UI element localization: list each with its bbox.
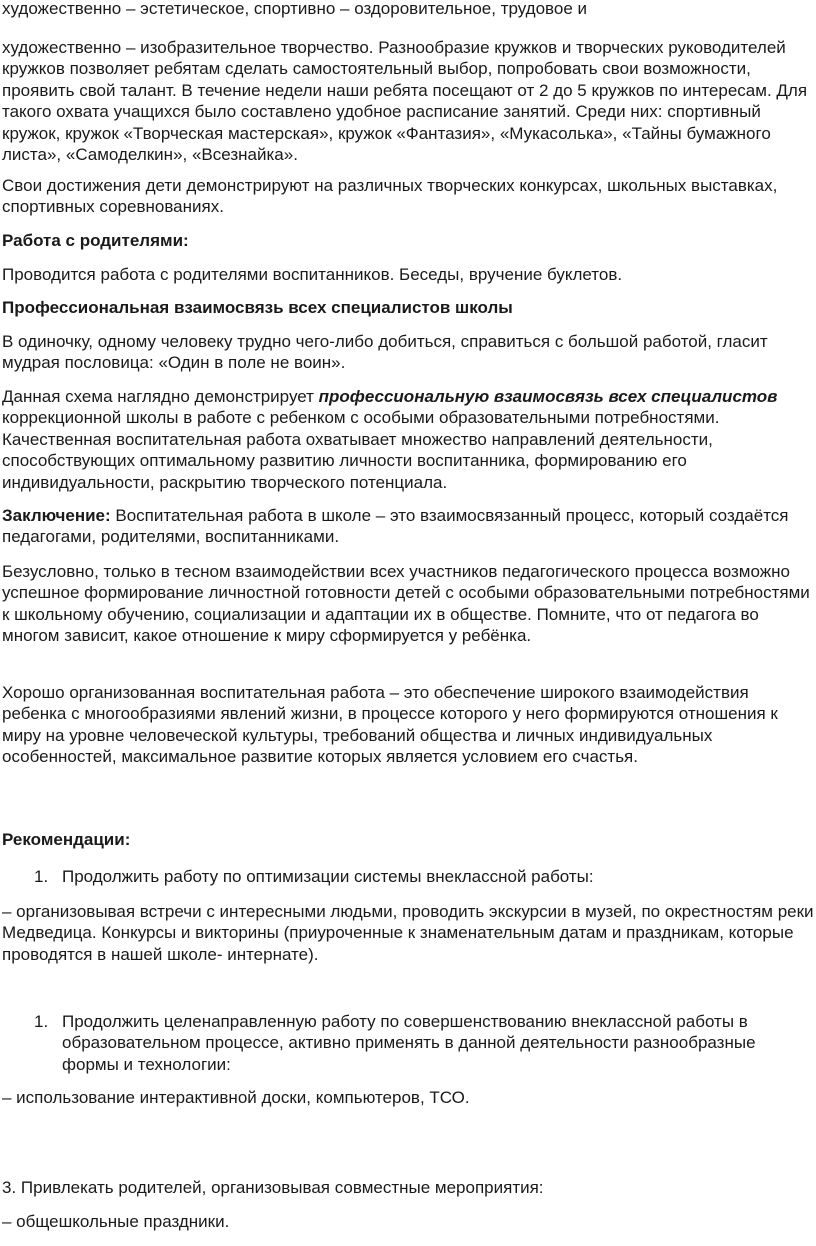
paragraph-achievements: Свои достижения дети демонстрируют на различных творческих конкурсах, школьных выставках, спортивных соревнованиях. <box>2 176 778 217</box>
paragraph-intro-fragment: художественно – эстетическое, спортивно – оздоровительное, трудовое и <box>2 0 588 18</box>
paragraph-technology: – использование интерактивной доски, компьютеров, ТСО. <box>2 1088 470 1107</box>
paragraph-parents: Проводится работа с родителями воспитанников. Беседы, вручение буклетов. <box>2 265 623 284</box>
paragraph-scheme <box>2 386 814 493</box>
paragraph-organized-work: Хорошо организованная воспитательная работа – это обеспечение широкого взаимодействия ребенка с многообразиями явлений жизни, в процессе которого у него формируются отношения к миру на уровне человеческой культуры, требований общества и личных индивидуальных особенностей, максимальное развитие которых является условием его счастья. <box>2 683 778 767</box>
paragraph-clubs: художественно – изобразительное творчество. Разнообразие кружков и творческих руководителей кружков позволяет ребятам сделать самостоятельный выбор, попробовать свои возможности, проявить свой талант. В течение недели наши ребята посещают от 2 до 5 кружков по интересам. Для такого охвата учащихся было составлено удобное расписание занятий. Среди них: спортивный кружок, кружок «Творческая мастерская», кружок «Фантазия», «Мукасолька», «Тайны бумажного листа», «Самоделкин», «Всезнайка». <box>2 38 808 165</box>
list-item-text: Продолжить работу по оптимизации системы внеклассной работы: <box>62 867 594 886</box>
paragraph-cooperation: Безусловно, только в тесном взаимодействии всех участников педагогического процесса возможно успешное формирование личностной готовности детей с особыми образовательными потребностями к школьному обучению, социализации и адаптации их в обществе. Помните, что от педагога во многом зависит, какое отношение к миру сформируется у ребёнка. <box>2 562 810 646</box>
list-item <box>2 1011 814 1075</box>
list-item-text: Продолжить целенаправленную работу по совершенствованию внеклассной работы в образовательном процессе, активно применять в данной деятельности разнообразные формы и технологии: <box>62 1012 756 1074</box>
conclusion-label: Заключение: <box>2 506 111 525</box>
paragraph-proverb: В одиночку, одному человеку трудно чего-либо добиться, справиться с большой работой, гласит мудрая пословица: «Один в поле не воин». <box>2 332 768 373</box>
paragraph-parents-events: 3. Привлекать родителей, организовывая совместные мероприятия: <box>2 1178 544 1197</box>
scheme-text-end: коррекционной школы в работе с ребенком с особыми образовательными потребностями. Качественная воспитательная работа охватывает множество направлений деятельности, способствующих оптимальному развитию личности воспитанника, формированию его индивидуальности, раскрытию творческого потенциала. <box>2 408 720 492</box>
heading-work-with-parents: Работа с родителями: <box>2 231 189 250</box>
heading-professional-interaction: Профессиональная взаимосвязь всех специалистов школы <box>2 298 513 317</box>
paragraph-meetings: – организовывая встречи с интересными людьми, проводить экскурсии в музей, по окрестностям реки Медведица. Конкурсы и викторины (приуроченные к знаменательным датам и праздникам, которые проводятся в нашей школе- интернате). <box>2 902 814 964</box>
scheme-emphasis: профессиональную взаимосвязь всех специалистов <box>318 387 778 406</box>
paragraph-holidays: – общешкольные праздники. <box>2 1212 230 1231</box>
list-item-number: 1. <box>34 1012 49 1031</box>
scheme-text-start: Данная схема наглядно демонстрирует <box>2 387 319 406</box>
paragraph-conclusion <box>2 505 814 548</box>
heading-recommendations: Рекомендации: <box>2 830 131 849</box>
list-item-number: 1. <box>34 867 49 886</box>
conclusion-text: Воспитательная работа в школе – это взаимосвязанный процесс, который создаётся педагогами, родителями, воспитанниками. <box>2 506 789 547</box>
list-item <box>2 866 814 887</box>
